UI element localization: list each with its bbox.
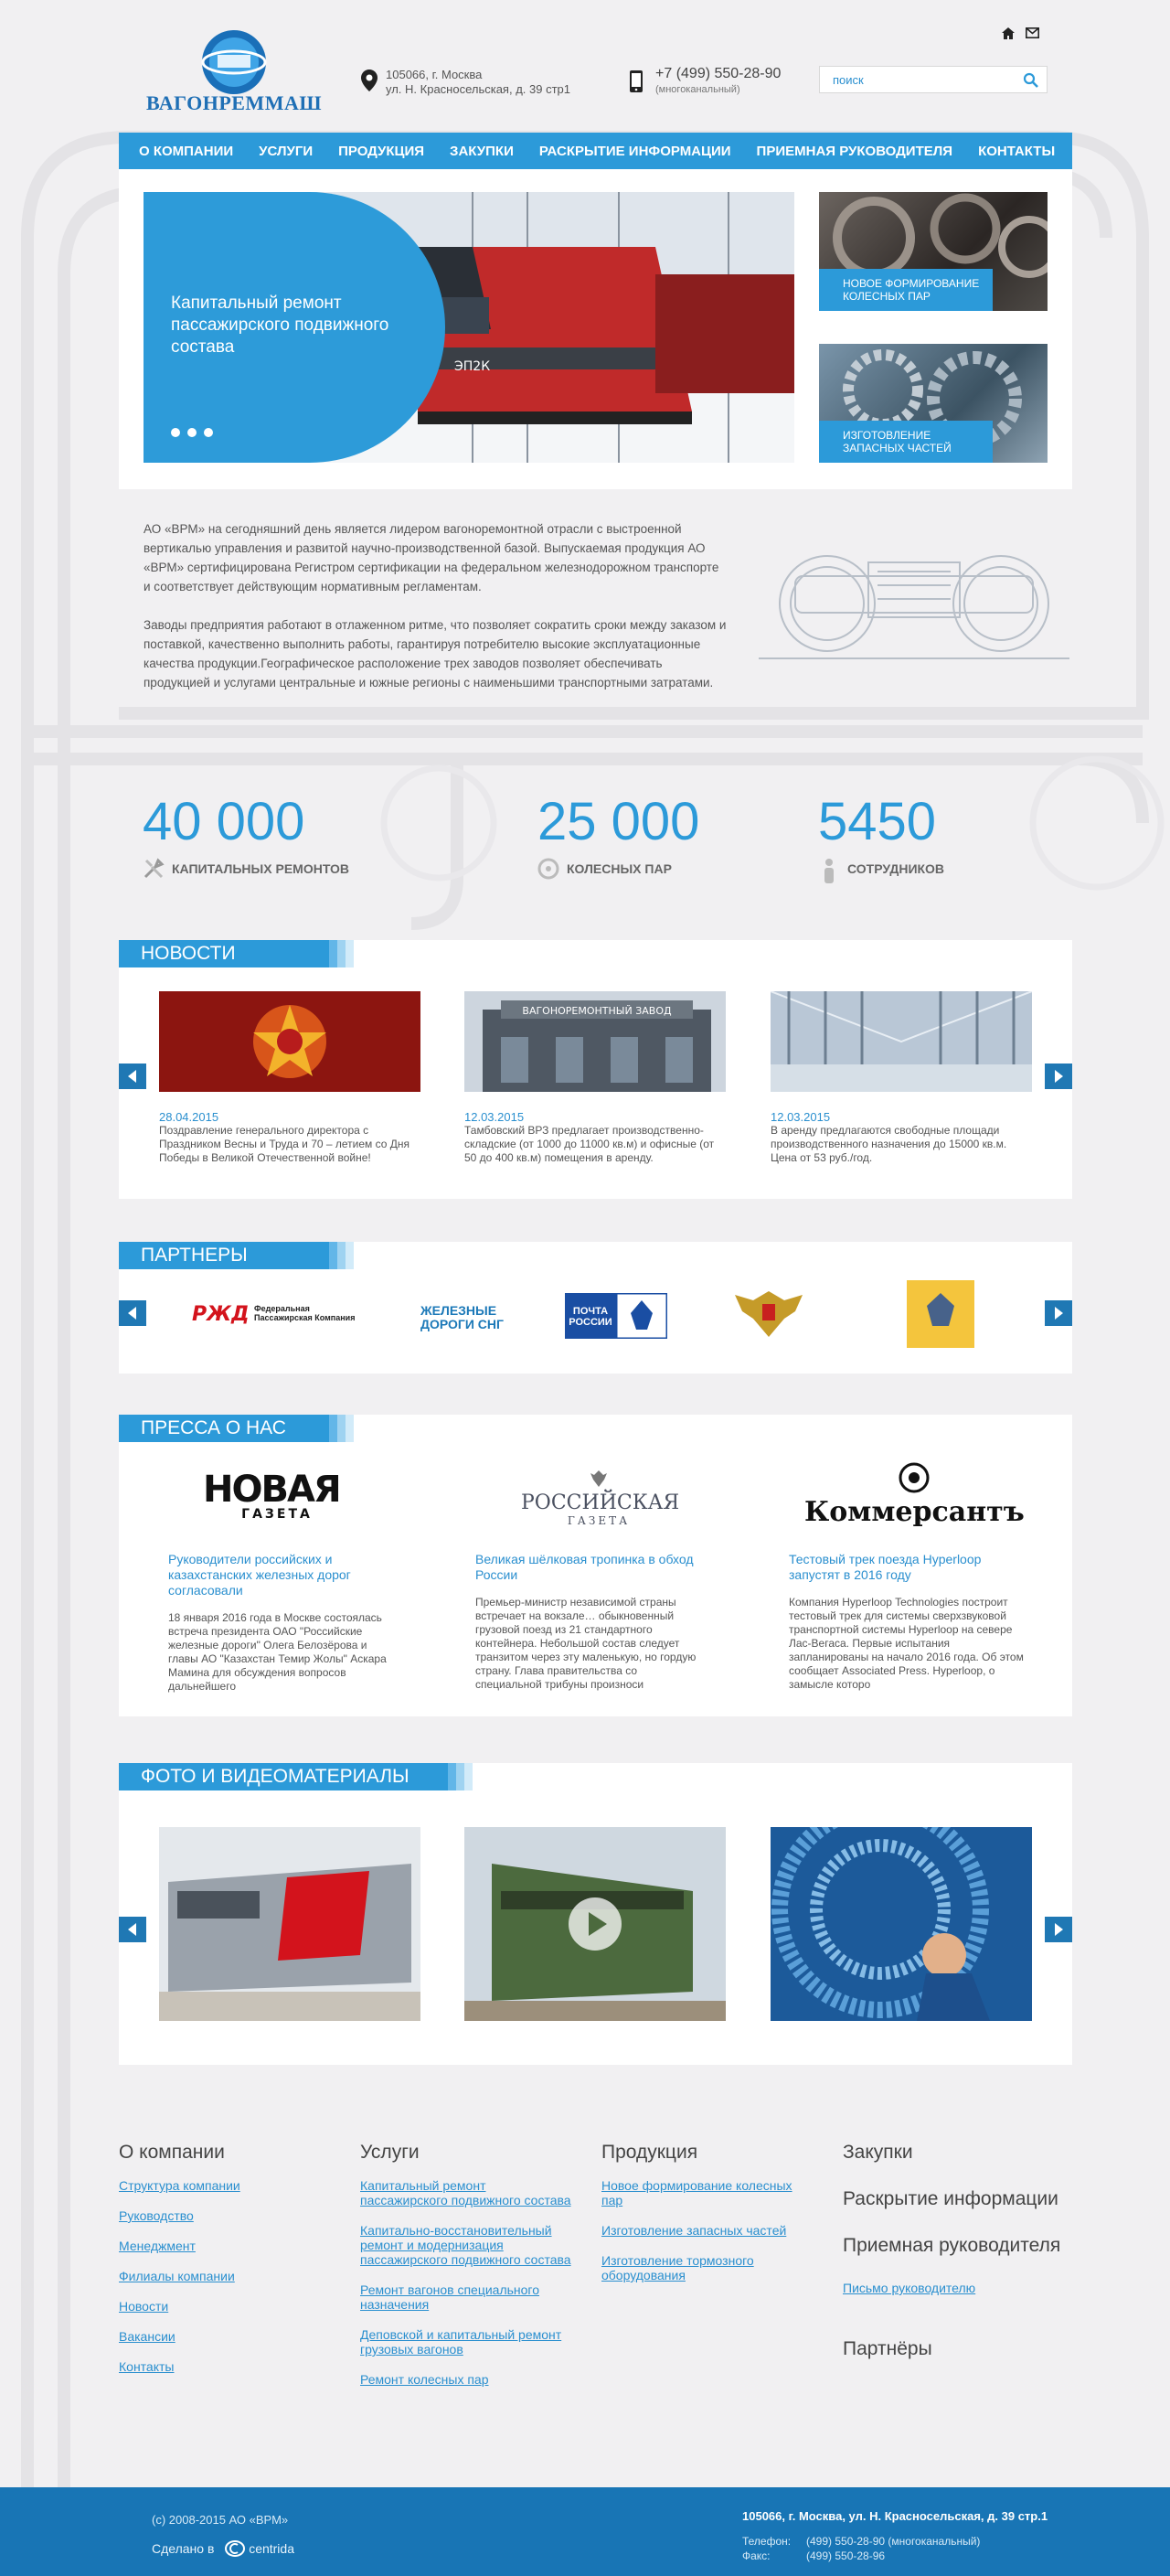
fpk-line1: Федеральная (254, 1304, 310, 1313)
footer-fax-label: Факс: (742, 2549, 771, 2562)
footer-link[interactable]: Вакансии (119, 2329, 176, 2344)
partners-title: ПАРТНЕРЫ (141, 1245, 248, 1266)
news-card[interactable] (159, 991, 420, 1165)
bank-emblem-icon (907, 1280, 974, 1348)
partners-prev-button[interactable] (119, 1300, 146, 1326)
footer-col-head: Продукция (601, 2142, 698, 2163)
footer-col-about (119, 2142, 329, 2389)
press-text: Компания Hyperloop Technologies построит тестовый трек для системы сверхзвуковой транспортной системы Hyperloop на севере Лас-Вегаса. Первые испытания запланированы на начало 2016 года. Об этом сообщает Associated Press. Hyperloop, о замысле которо (789, 1596, 1024, 1691)
news-text: Тамбовский ВРЗ предлагает производственно-складские (от 1000 до 11000 кв.м) и офисные (от 50 до 400 кв.м) помещения в аренду. (464, 1124, 715, 1164)
kommersant-text: Коммерсантъ (804, 1496, 1025, 1528)
press-card[interactable] (168, 1552, 397, 1694)
news-title: НОВОСТИ (141, 943, 236, 964)
news-next-button[interactable] (1045, 1064, 1072, 1089)
footer-link[interactable]: Контакты (119, 2359, 175, 2374)
kommersant-logo[interactable] (804, 1462, 1024, 1527)
nav-contacts[interactable]: КОНТАКТЫ (978, 143, 1056, 159)
footer-link[interactable]: Ремонт колесных пар (360, 2372, 489, 2387)
footer-link[interactable]: Новости (119, 2299, 169, 2314)
footer-link[interactable]: Менеджмент (119, 2239, 196, 2253)
partner-sng-logo[interactable] (420, 1304, 504, 1331)
press-title-link[interactable]: Руководители российских и казахстанских железных дорог согласовали (168, 1552, 351, 1598)
news-image-warehouse (771, 991, 1032, 1092)
stat-label (143, 861, 349, 876)
footer-link[interactable]: Изготовление тормозного оборудования (601, 2253, 754, 2282)
stat-repairs (143, 791, 349, 876)
made-by-text: Сделано в (152, 2541, 215, 2556)
stat-value: 40 000 (143, 792, 305, 851)
rg-line1: РОССИЙСКАЯ (521, 1491, 680, 1514)
partners-section (119, 1242, 1072, 1374)
chevron-left-icon (127, 1307, 138, 1320)
header-address (386, 68, 570, 97)
hero-slider[interactable] (144, 192, 794, 463)
media-prev-button[interactable] (119, 1917, 146, 1942)
stat-label-text: КОЛЕСНЫХ ПАР (567, 861, 672, 876)
media-section (119, 1763, 1072, 2065)
about-text (144, 519, 729, 711)
logo-emblem-icon (144, 27, 324, 101)
novaya-sub-text: ГАЗЕТА (241, 1507, 313, 1522)
novaya-text: НОВАЯ (203, 1469, 340, 1511)
footer-link[interactable]: Новое формирование колесных пар (601, 2178, 792, 2207)
nav-disclosure[interactable]: РАСКРЫТИЕ ИНФОРМАЦИИ (538, 143, 731, 159)
phone-note: (многоканальный) (655, 84, 740, 95)
stat-label-text: СОТРУДНИКОВ (847, 861, 945, 876)
tools-icon (143, 858, 165, 880)
header-phone (655, 66, 781, 95)
tile-wheelsets[interactable] (819, 192, 1048, 311)
footer-letter-link[interactable]: Письмо руководителю (843, 2281, 976, 2295)
media-heading (119, 1763, 448, 1790)
bogie-drawing-icon (759, 498, 1069, 681)
footer-address: 105066, г. Москва, ул. Н. Красносельская, д. 39 стр.1 (742, 2509, 1048, 2523)
news-date: 28.04.2015 (159, 1110, 219, 1124)
media-photo-passenger-car[interactable] (159, 1827, 420, 2021)
rzd-letters: РЖД (192, 1303, 250, 1324)
about-paragraph: Заводы предприятия работают в отлаженном ритме, что позволяет сократить сроки между заказом и поставкой, качественно выполнить работы, гарантируя потребителю высокие эксплуатационные качества продукции.Географическое расположение трех заводов позволяет обеспечивать продукцией и услугами центральные и южные регионы с наименьшими транспортными затратами. (144, 618, 727, 689)
double-eagle-icon (729, 1282, 808, 1342)
centrida-text: centrida (249, 2541, 294, 2556)
rossiyskaya-gazeta-logo[interactable] (521, 1470, 680, 1527)
person-icon (818, 858, 840, 883)
news-date: 12.03.2015 (771, 1110, 831, 1124)
press-card[interactable] (789, 1552, 1026, 1692)
partner-bank-logo[interactable] (907, 1280, 974, 1348)
company-logo[interactable] (144, 27, 324, 119)
partners-next-button[interactable] (1045, 1300, 1072, 1326)
press-section (119, 1415, 1072, 1716)
nav-reception[interactable]: ПРИЕМНАЯ РУКОВОДИТЕЛЯ (756, 143, 953, 159)
made-by[interactable] (152, 2540, 294, 2557)
nav-about[interactable]: О КОМПАНИИ (139, 143, 234, 159)
top-icons (1002, 27, 1039, 39)
news-section (119, 940, 1072, 1199)
chevron-right-icon (1053, 1923, 1064, 1936)
stat-label (818, 861, 944, 876)
pochta-line1: ПОЧТА (572, 1306, 609, 1317)
fpk-line2: Пассажирская Компания (254, 1313, 356, 1322)
stat-wheelsets (537, 791, 699, 876)
chevron-right-icon (1053, 1307, 1064, 1320)
nav-procurement[interactable]: ЗАКУПКИ (450, 143, 514, 159)
press-title: ПРЕССА О НАС (141, 1417, 286, 1438)
address-line2: ул. Н. Красносельская, д. 39 стр1 (386, 82, 570, 96)
play-icon[interactable] (568, 1897, 622, 1951)
media-video-green-train[interactable] (464, 1827, 726, 2021)
footer-disclosure[interactable]: Раскрытие информации (843, 2188, 1058, 2209)
nav-products[interactable]: ПРОДУКЦИЯ (338, 143, 425, 159)
tile-spare-parts-caption: ИЗГОТОВЛЕНИЕ ЗАПАСНЫХ ЧАСТЕЙ (819, 421, 993, 463)
stat-label-text: КАПИТАЛЬНЫХ РЕМОНТОВ (172, 861, 350, 876)
partner-fpk-logo[interactable] (192, 1302, 355, 1324)
sng-line2: ДОРОГИ СНГ (420, 1317, 504, 1331)
train-number: ЭП2К (454, 359, 491, 374)
stat-value: 25 000 (537, 792, 700, 851)
hero-blue-panel (144, 192, 445, 463)
mail-icon[interactable] (1026, 27, 1039, 38)
stat-label (537, 861, 699, 876)
footer-link[interactable]: Капитально-восстановительный ремонт и модернизация пассажирского подвижного состава (360, 2223, 571, 2267)
sng-line1: ЖЕЛЕЗНЫЕ (420, 1303, 497, 1318)
footer-link[interactable]: Капитальный ремонт пассажирского подвижного состава (360, 2178, 571, 2207)
footer-col-services (360, 2142, 575, 2402)
footer-bar (0, 2487, 1170, 2576)
footer-procurement[interactable]: Закупки (843, 2142, 913, 2163)
slider-dot[interactable] (187, 428, 197, 437)
news-image-factory (464, 991, 726, 1092)
factory-sign: ВАГОНОРЕМОНТНЫЙ ЗАВОД (522, 1005, 672, 1017)
chevron-left-icon (127, 1070, 138, 1083)
hero-title: Капитальный ремонт пассажирского подвижного состава (171, 294, 389, 357)
novaya-gazeta-logo[interactable] (203, 1471, 351, 1528)
rzd-logo-icon (192, 1302, 250, 1324)
press-text: Премьер-министр независимой страны встречает на вокзале… обыкновенный грузовой поезд из 21 стандартного контейнера. Небольшой состав следует транзитом через эту маленькую, но гордую страну. Глава правительства со специальной трибуны произноси (475, 1596, 697, 1691)
partners-heading (119, 1242, 329, 1269)
turbine-image (771, 1827, 1032, 2021)
slider-dot[interactable] (204, 428, 213, 437)
rg-line2: ГАЗЕТА (567, 1514, 631, 1527)
stat-value: 5450 (818, 792, 937, 851)
main-nav (119, 133, 1072, 169)
mobile-phone-icon (630, 70, 643, 92)
address-line1: 105066, г. Москва (386, 68, 483, 81)
news-date: 12.03.2015 (464, 1110, 525, 1124)
footer-col-head: О компании (119, 2142, 225, 2163)
footer-link[interactable]: Деповской и капитальный ремонт грузовых вагонов (360, 2327, 562, 2357)
footer-link[interactable]: Структура компании (119, 2178, 240, 2193)
slider-dots (171, 428, 213, 437)
phone-number[interactable]: +7 (499) 550-28-90 (655, 66, 782, 81)
news-card[interactable] (771, 991, 1032, 1165)
search-icon[interactable] (1023, 72, 1039, 89)
chevron-right-icon (1053, 1070, 1064, 1083)
nav-services[interactable]: УСЛУГИ (259, 143, 314, 159)
press-card[interactable] (475, 1552, 704, 1692)
copyright: (c) 2008-2015 АО «ВРМ» (152, 2513, 289, 2527)
news-card[interactable] (464, 991, 726, 1165)
news-prev-button[interactable] (119, 1064, 146, 1089)
news-heading (119, 940, 329, 967)
partner-pochta-logo[interactable] (565, 1293, 667, 1339)
footer-link[interactable]: Руководство (119, 2208, 194, 2223)
stat-employees (818, 791, 944, 876)
search-placeholder: поиск (833, 73, 864, 87)
eagle-emblem-icon (590, 1470, 608, 1488)
wheel-icon (537, 858, 559, 880)
tile-wheelsets-caption: НОВОЕ ФОРМИРОВАНИЕ КОЛЕСНЫХ ПАР (819, 269, 993, 311)
tile-spare-parts[interactable] (819, 344, 1048, 463)
press-title-link[interactable]: Тестовый трек поезда Hyperloop запустят в 2016 году (789, 1552, 982, 1582)
news-image-victory (159, 991, 420, 1092)
footer-link[interactable]: Изготовление запасных частей (601, 2223, 787, 2238)
footer-phone-label: Телефон: (742, 2535, 792, 2548)
eagle-emblem-icon (616, 1293, 667, 1339)
passenger-car-image (159, 1827, 420, 2021)
home-icon[interactable] (1002, 27, 1015, 39)
press-title-link[interactable]: Великая шёлковая тропинка в обход России (475, 1552, 694, 1582)
footer-fax-value: (499) 550-28-96 (806, 2549, 886, 2562)
footer-link[interactable]: Филиалы компании (119, 2269, 235, 2283)
kommersant-emblem-icon (899, 1462, 930, 1493)
search-input[interactable] (819, 66, 1048, 93)
about-paragraph: АО «ВРМ» на сегодняшний день является лидером вагоноремонтной отрасли с выстроенной вертикалью управления и развитой научно-производственной базой. Выпускаемая продукция АО «ВРМ» сертифицирована Регистром сертификации на федеральном железнодорожном транспорте и соответствует действующим нормативным регламентам. (144, 522, 719, 593)
hero-banner (119, 169, 1072, 489)
partner-mvd-emblem[interactable] (729, 1282, 808, 1342)
pochta-line2: РОССИИ (569, 1317, 612, 1328)
news-text: Поздравление генерального директора с Праздником Весны и Труда и 70 – летием со Дня Победы в Великой Отечественной войне! (159, 1124, 410, 1164)
footer-link[interactable]: Ремонт вагонов специального назначения (360, 2282, 540, 2312)
logo-text: ВАГОНРЕММАШ (145, 91, 323, 114)
press-heading (119, 1415, 329, 1442)
slider-dot[interactable] (171, 428, 180, 437)
chevron-left-icon (127, 1923, 138, 1936)
footer-col-head: Услуги (360, 2142, 420, 2163)
footer-phone-value: (499) 550-28-90 (многоканальный) (806, 2535, 981, 2548)
press-text: 18 января 2016 года в Москве состоялась встреча президента ОАО "Российские железные дороги" Олега Белозёрова и главы АО "Казахстан Темир Жолы" Аскара Мамина для обсуждения вопросов дальнейшего (168, 1611, 387, 1693)
media-photo-turbine[interactable] (771, 1827, 1032, 2021)
news-text: В аренду предлагаются свободные площади производственного назначения до 15000 кв.м. Цена от 53 руб./год. (771, 1124, 1007, 1164)
footer-reception[interactable]: Приемная руководителя (843, 2235, 1061, 2256)
media-next-button[interactable] (1045, 1917, 1072, 1942)
centrida-logo-icon (225, 2540, 245, 2557)
footer-partners[interactable]: Партнёры (843, 2338, 932, 2359)
map-pin-icon (361, 69, 378, 91)
media-title: ФОТО И ВИДЕОМАТЕРИАЛЫ (141, 1766, 410, 1787)
footer-col-products (601, 2142, 812, 2298)
